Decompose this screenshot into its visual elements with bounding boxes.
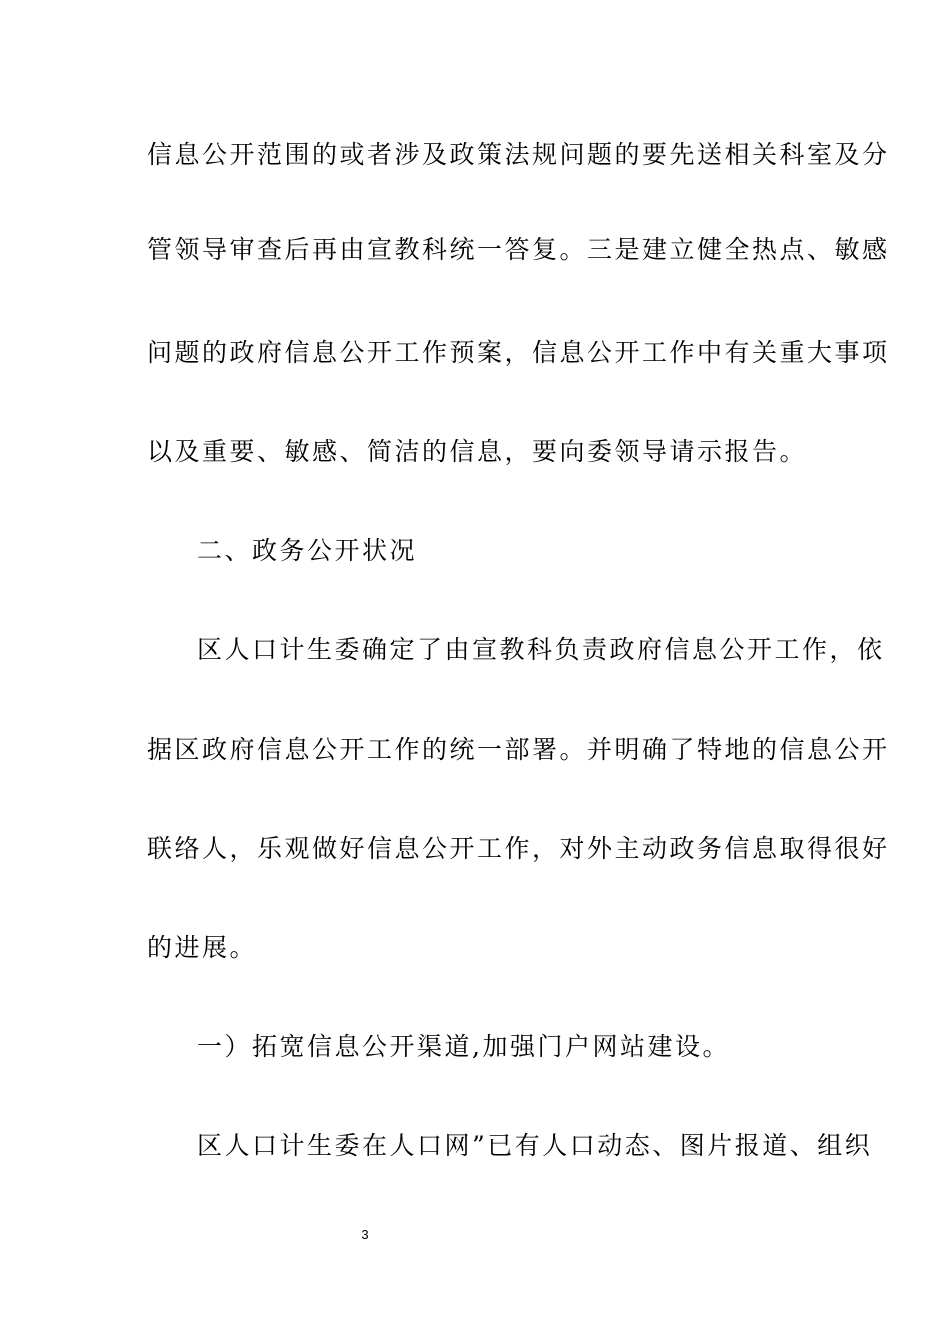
paragraph-line: 据区政府信息公开工作的统一部署。并明确了特地的信息公开 <box>147 735 890 764</box>
paragraph-line: 的进展。 <box>147 933 258 962</box>
paragraph-line: 问题的政府信息公开工作预案，信息公开工作中有关重大事项 <box>147 338 890 367</box>
page-number: 3 <box>361 1227 369 1242</box>
section-heading: 二、政务公开状况 <box>197 536 418 565</box>
paragraph-line: 区人口计生委在人口网”已有人口动态、图片报道、组织 <box>197 1131 873 1160</box>
paragraph-line: 区人口计生委确定了由宣教科负责政府信息公开工作，依 <box>197 635 885 664</box>
paragraph-line: 联络人，乐观做好信息公开工作，对外主动政务信息取得很好 <box>147 834 890 863</box>
subsection-heading: 一）拓宽信息公开渠道,加强门户网站建设。 <box>197 1032 730 1061</box>
paragraph-line: 信息公开范围的或者涉及政策法规问题的要先送相关科室及分 <box>147 140 890 169</box>
paragraph-line: 管领导审查后再由宣教科统一答复。三是建立健全热点、敏感 <box>147 235 890 264</box>
paragraph-line: 以及重要、敏感、简洁的信息，要向委领导请示报告。 <box>147 437 808 466</box>
